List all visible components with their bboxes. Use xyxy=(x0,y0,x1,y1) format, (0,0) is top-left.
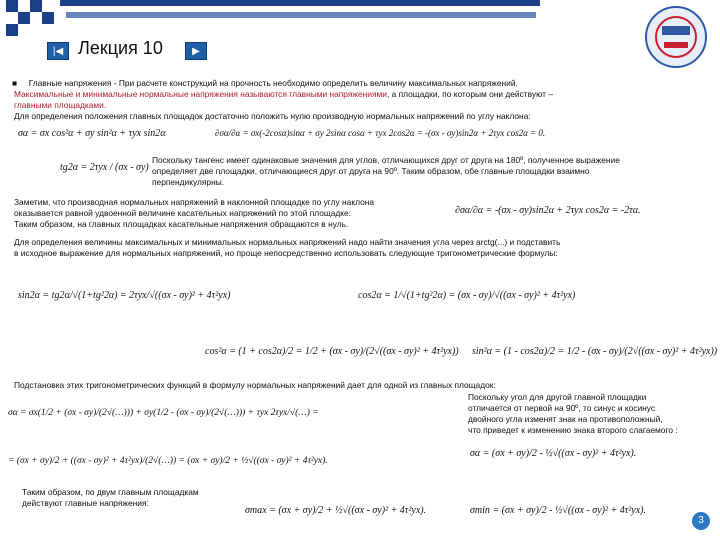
bullet-icon: ■ xyxy=(12,78,18,88)
text-trig-2: в исходное выражение для нормальных напряжений, но проще непосредственно использовать следующие тригонометрические формулы: xyxy=(14,248,558,258)
formula-cos-sq: cos²α = (1 + cos2α)/2 = 1/2 + (σx - σy)/(2√((σx - σy)² + 4τ²yx)) xyxy=(205,346,459,357)
text-tangent-3: перпендикулярны. xyxy=(152,177,225,187)
formula-cos2a: cos2α = 1/√(1+tg²2α) = (σx - σy)/√((σx - σy)² + 4τ²yx) xyxy=(358,290,576,301)
bullet-line xyxy=(12,78,518,89)
text-other-plane-4: что приведет к изменению знака второго слагаемого : xyxy=(468,425,678,435)
formula-sin2a: sin2α = tg2α/√(1+tg²2α) = 2τyx/√((σx - σy)² + 4τ²yx) xyxy=(18,290,231,301)
text-note-1: Заметим, что производная нормальных напряжений в наклонной площадке по углу наклона xyxy=(14,197,375,207)
header-decoration xyxy=(0,0,720,40)
text-definition-red: Максимальные и минимальные нормальные напряжения называются главными напряжениями xyxy=(14,89,387,99)
text-main-stress: Главные напряжения - При расчете конструкций на прочность необходимо определить величину максимальных напряжений. xyxy=(28,78,518,88)
institution-logo xyxy=(640,2,712,72)
text-tangent-2: определяет две площадки, отличающиеся друг от друга на 90º. Таким образом, обе главные площадки взаимно xyxy=(152,166,590,176)
formula-sigma-max: σmax = (σx + σy)/2 + ½√((σx - σy)² + 4τ²yx). xyxy=(245,505,427,516)
text-conclusion-1: Таким образом, по двум главным площадкам xyxy=(22,487,199,497)
page-number-badge: 3 xyxy=(692,512,710,530)
text-substitution: Подстановка этих тригонометрических функций в формулу нормальных напряжений дает для одной из главных площадок: xyxy=(14,380,496,390)
text-other-plane-2: отличается от первой на 90º, то синус и косинус xyxy=(468,403,656,413)
text-derivative-intro: Для определения положения главных площадок достаточно положить нулю производную нормальных напряжений по углу наклона: xyxy=(14,111,531,121)
text-note-2: оказывается равной удвоенной величине касательных напряжений по этой площадке: xyxy=(14,208,352,218)
formula-derivative: ∂σα/∂α = σx(-2cosα)sinα + σy 2sinα cosα + τyx 2cos2α = -(σx - σy)sin2α + 2τyx cos2α = 0. xyxy=(215,128,546,138)
formula-normal-stress: σα = σx cos²α + σy sin²α + τyx sin2α xyxy=(18,128,166,139)
formula-sigma-alpha-result: = (σx + σy)/2 + ((σx - σy)² + 4τ²yx)/(2√(…)) = (σx + σy)/2 + ½√((σx - σy)² + 4τ²yx). xyxy=(8,456,328,466)
first-slide-button[interactable] xyxy=(47,42,69,60)
formula-sin-sq: sin²α = (1 - cos2α)/2 = 1/2 - (σx - σy)/(2√((σx - σy)² + 4τ²yx)) xyxy=(472,346,718,357)
formula-tangent: tg2α = 2τyx / (σx - σy) xyxy=(60,162,149,173)
first-slide-icon: |◀ xyxy=(52,45,64,57)
formula-sigma-min: σmin = (σx + σy)/2 - ½√((σx - σy)² + 4τ²yx). xyxy=(470,505,647,516)
formula-derivative-tau: ∂σα/∂α = -(σx - σy)sin2α + 2τyx cos2α = -2τα. xyxy=(455,205,641,216)
text-tangent-1: Поскольку тангенс имеет одинаковые значения для углов, отличающихся друг от друга на 180º, полученное выражение xyxy=(152,155,620,165)
text-other-plane-3: двойного угла изменят знак на противоположный, xyxy=(468,414,663,424)
definition-line xyxy=(14,89,553,100)
text-main-planes: главными площадками. xyxy=(14,100,107,110)
text-other-plane-1: Поскольку угол для другой главной площадки xyxy=(468,392,647,402)
text-conclusion-2: действуют главные напряжения: xyxy=(22,498,149,508)
page-title: Лекция 10 xyxy=(78,38,163,58)
text-trig-1: Для определения величины максимальных и минимальных нормальных напряжений надо найти значения угла через arctg(...) и подставить xyxy=(14,237,561,247)
next-slide-button[interactable] xyxy=(185,42,207,60)
formula-sigma-alpha: σα = σx(1/2 + (σx - σy)/(2√(…))) + σy(1/2 - (σx - σy)/(2√(…))) + τyx 2τyx/√(…) = xyxy=(8,408,319,418)
text-note-3: Таким образом, на главных площадках касательные напряжения обращаются в нуль. xyxy=(14,219,349,229)
text-definition-rest: , а площадки, по которым они действуют – xyxy=(386,89,553,99)
formula-sigma-alpha-minus: σα = (σx + σy)/2 - ½√((σx - σy)² + 4τ²yx). xyxy=(470,448,637,459)
next-slide-icon: ▶ xyxy=(192,45,200,57)
